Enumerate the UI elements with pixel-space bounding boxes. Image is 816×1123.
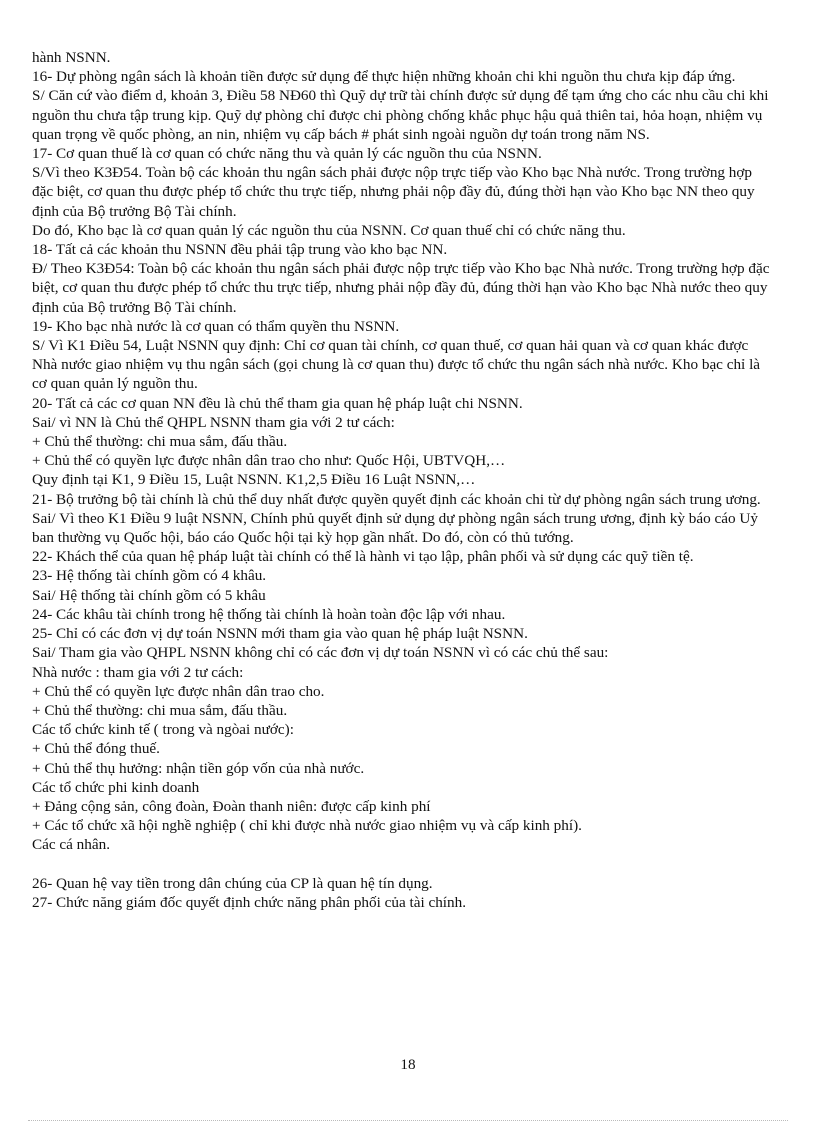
text-paragraph: Nhà nước : tham gia với 2 tư cách: [32,663,244,681]
text-paragraph: 23- Hệ thống tài chính gồm có 4 khâu. [32,567,267,585]
text-paragraph: 24- Các khâu tài chính trong hệ thống tài chính là hoàn toàn độc lập với nhau. [32,605,506,623]
text-paragraph: hành NSNN. [32,49,111,66]
text-paragraph: 20- Tất cả các cơ quan NN đều là chủ thể tham gia quan hệ pháp luật chi NSNN. [32,394,523,412]
text-paragraph: Đ/ Theo K3Đ54: Toàn bộ các khoản thu ngân sách phải được nộp trực tiếp vào Kho bạc Nhà nước. Trong trường hợp đặc biệt, cơ quan thu được phép tổ chức thu trực tiếp, nhưng phải nộp đầy đủ, đúng thời hạn vào Kho bạc Nhà nước theo quy định của Bộ trưởng Bộ Tài chính. [32,260,770,316]
text-paragraph: Quy định tại K1, 9 Điều 15, Luật NSNN. K1,2,5 Điều 16 Luật NSNN,… [32,471,476,489]
text-paragraph: + Chủ thể thường: chi mua sắm, đấu thầu. [32,701,288,719]
blank-line [32,855,776,874]
text-paragraph: 17- Cơ quan thuế là cơ quan có chức năng thu và quản lý các nguồn thu của NSNN. [32,145,542,163]
text-paragraph: 22- Khách thể của quan hệ pháp luật tài chính có thể là hành vi tạo lập, phân phối và sử dụng các quỹ tiền tệ. [32,548,694,566]
text-paragraph: Do đó, Kho bạc là cơ quan quản lý các nguồn thu của NSNN. Cơ quan thuế chỉ có chức năng thu. [32,221,626,239]
text-paragraph: S/ Vì K1 Điều 54, Luật NSNN quy định: Chỉ cơ quan tài chính, cơ quan thuế, cơ quan hải quan và cơ quan khác được Nhà nước giao nhiệm vụ thu ngân sách (gọi chung là cơ quan thu) được tổ chức thu ngân sách nhà nước. Kho bạc chỉ là cơ quan quản lý nguồn thu. [32,337,761,393]
text-paragraph: Sai/ Tham gia vào QHPL NSNN không chỉ có các đơn vị dự toán NSNN vì có các chủ thể sau: [32,644,609,662]
text-paragraph: Sai/ Vì theo K1 Điều 9 luật NSNN, Chính phủ quyết định sử dụng dự phòng ngân sách trung ương, định kỳ báo cáo Uỷ ban thường vụ Quốc hội, báo cáo Quốc hội tại kỳ họp gần nhất. Do đó, còn có thủ tướng. [32,509,758,547]
text-paragraph: + Đảng cộng sản, công đoàn, Đoàn thanh niên: được cấp kinh phí [32,797,431,815]
text-paragraph: Các tổ chức kinh tế ( trong và ngòai nước): [32,721,294,739]
text-paragraph: 18- Tất cả các khoản thu NSNN đều phải tập trung vào kho bạc NN. [32,241,448,259]
text-paragraph: + Chủ thể thụ hưởng: nhận tiền góp vốn của nhà nước. [32,759,365,777]
text-paragraph: + Chủ thể thường: chi mua sắm, đấu thầu. [32,433,288,451]
text-paragraph: Sai/ Hệ thống tài chính gồm có 5 khâu [32,586,266,604]
text-paragraph: 19- Kho bạc nhà nước là cơ quan có thẩm quyền thu NSNN. [32,317,400,335]
text-paragraph: 25- Chỉ có các đơn vị dự toán NSNN mới tham gia vào quan hệ pháp luật NSNN. [32,625,528,643]
text-paragraph: + Chủ thể đóng thuế. [32,740,160,758]
text-paragraph: Các tổ chức phi kinh doanh [32,778,200,796]
text-paragraph: 26- Quan hệ vay tiền trong dân chúng của CP là quan hệ tín dụng. [32,874,433,892]
text-paragraph: S/ Căn cứ vào điểm d, khoản 3, Điều 58 NĐ60 thì Quỹ dự trữ tài chính được sử dụng để tạm ứng cho các nhu cầu chi khi nguồn thu chưa tập trung kịp. Quỹ dự phòng chỉ được chi phòng chống khắc phục hậu quả thiên tai, hỏa hoạn, nhiệm vụ quan trọng về quốc phòng, an nin, nhiệm vụ cấp bách # phát sinh ngoài nguồn dự toán trong năm NS. [32,87,769,143]
text-paragraph: S/Vì theo K3Đ54. Toàn bộ các khoản thu ngân sách phải được nộp trực tiếp vào Kho bạc Nhà nước. Trong trường hợp đặc biệt, cơ quan thu được phép tổ chức thu trực tiếp, nhưng phải nộp đầy đủ, đúng thời hạn vào Kho bạc NN theo quy định của Bộ trưởng Bộ Tài chính. [32,164,755,220]
text-paragraph: + Các tổ chức xã hội nghề nghiệp ( chỉ khi được nhà nước giao nhiệm vụ và cấp kinh phí). [32,817,582,835]
text-paragraph: 16- Dự phòng ngân sách là khoản tiền được sử dụng để thực hiện những khoản chi khi nguồn thu chưa kịp đáp ứng. [32,68,736,86]
text-paragraph: 27- Chức năng giám đốc quyết định chức năng phân phối của tài chính. [32,893,467,911]
document-body [32,48,776,912]
text-paragraph: Sai/ vì NN là Chủ thể QHPL NSNN tham gia với 2 tư cách: [32,413,395,431]
page-bottom-divider [28,1120,788,1121]
text-paragraph: + Chủ thể có quyền lực được nhân dân trao cho như: Quốc Hội, UBTVQH,… [32,452,506,470]
text-paragraph: + Chủ thể có quyền lực được nhân dân trao cho. [32,682,325,700]
page-number: 18 [400,1056,416,1073]
text-paragraph: Các cá nhân. [32,836,111,854]
text-paragraph: 21- Bộ trưởng bộ tài chính là chủ thể duy nhất được quyền quyết định các khoản chi từ dự phòng ngân sách trung ương. [32,490,761,508]
